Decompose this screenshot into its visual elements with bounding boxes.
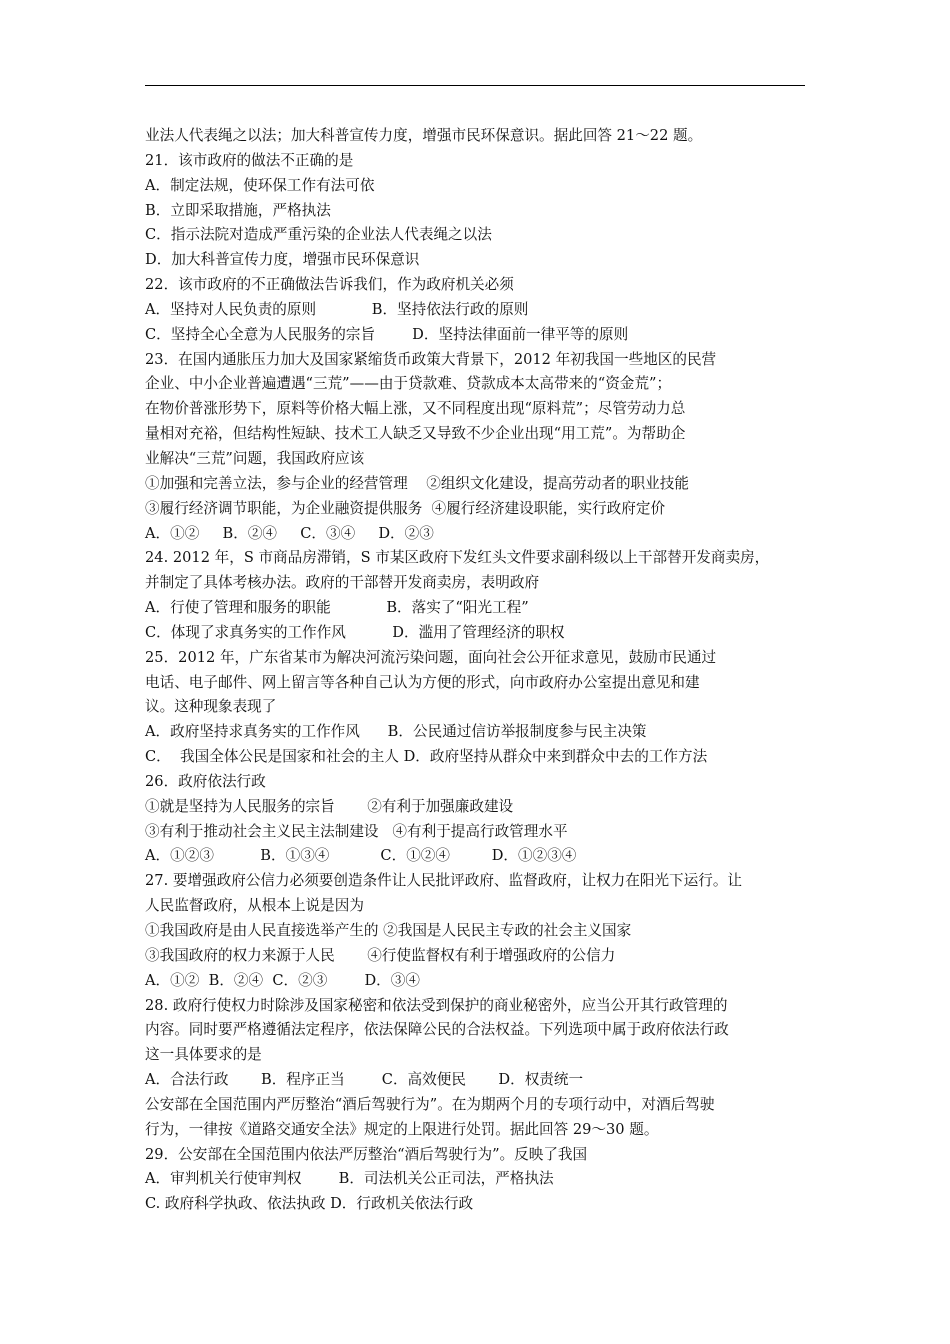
question-23-items-12: ①加强和完善立法，参与企业的经营管理 ②组织文化建设，提高劳动者的职业技能 [145,474,689,492]
question-21-option-b: B．立即采取措施，严格执法 [145,201,331,219]
question-26-items-12: ①就是坚持为人民服务的宗旨 ②有利于加强廉政建设 [145,797,514,815]
question-27-items-12: ①我国政府是由人民直接选举产生的 ②我国是人民民主专政的社会主义国家 [145,922,632,939]
document-body [145,124,815,1217]
question-23-stem-cont: 企业、中小企业普遍遭遇“三荒”——由于贷款难、贷款成本太高带来的“资金荒”； [145,375,672,393]
question-21-option-c: C．指示法院对造成严重污染的企业法人代表绳之以法 [145,226,492,244]
question-27-stem: 27. 要增强政府公信力必须要创造条件让人民批评政府、监督政府，让权力在阳光下运行。让 [145,872,743,890]
question-25-stem-cont: 电话、电子邮件、网上留言等各种自己认为方便的形式，向市政府办公室提出意见和建 [145,673,700,691]
question-28-options: A．合法行政 B．程序正当 C．高效便民 D．权责统一 [145,1071,584,1089]
question-26-stem: 26．政府依法行政 [145,772,266,790]
question-24-options-ab: A．行使了管理和服务的职能 B．落实了“阳光工程” [145,599,529,617]
question-22-options-ab: A．坚持对人民负责的原则 B．坚持依法行政的原则 [145,300,529,318]
question-27-stem-cont: 人民监督政府，从根本上说是因为 [145,897,364,915]
question-29-options-cd: C. 政府科学执政、依法执政 D．行政机关依法行政 [145,1195,474,1213]
question-28-stem-cont: 内容。同时要严格遵循法定程序，依法保障公民的合法权益。下列选项中属于政府依法行政 [145,1021,729,1039]
question-23-stem-cont: 在物价普涨形势下，原料等价格大幅上涨，又不同程度出现“原料荒”；尽管劳动力总 [145,400,686,418]
passage-29-30: 公安部在全国范围内严厉整治“酒后驾驶行为”。在为期两个月的专项行动中，对酒后驾驶 [145,1095,715,1113]
question-28-stem-cont: 这一具体要求的是 [145,1046,262,1064]
question-27-items-34: ③我国政府的权力来源于人民 ④行使监督权有利于增强政府的公信力 [145,946,616,964]
question-26-items-34: ③有利于推动社会主义民主法制建设 ④有利于提高行政管理水平 [145,822,568,840]
question-21-stem: 21．该市政府的做法不正确的是 [145,151,354,169]
question-29-stem: 29．公安部在全国范围内依法严厉整治“酒后驾驶行为”。反映了我国 [145,1145,588,1163]
question-24-stem: 24. 2012 年，S 市商品房滞销，S 市某区政府下发红头文件要求副科级以上干部替开发商卖房， [145,549,770,567]
question-23-stem: 23．在国内通胀压力加大及国家紧缩货币政策大背景下，2012 年初我国一些地区的民营 [145,350,717,368]
question-22-options-cd: C．坚持全心全意为人民服务的宗旨 D．坚持法律面前一律平等的原则 [145,325,629,343]
question-23-stem-cont: 量相对充裕，但结构性短缺、技术工人缺乏又导致不少企业出现“用工荒”。为帮助企 [145,425,686,443]
question-26-options: A．①②③ B．①③④ C．①②④ D．①②③④ [145,847,577,865]
question-27-options: A．①② B．②④ C．②③ D．③④ [145,971,420,989]
question-28-stem: 28. 政府行使权力时除涉及国家秘密和依法受到保护的商业秘密外，应当公开其行政管理的 [145,996,728,1014]
question-23-options: A．①② B．②④ C．③④ D．②③ [145,524,434,542]
question-23-items-34: ③履行经济调节职能，为企业融资提供服务 ④履行经济建设职能，实行政府定价 [145,499,666,517]
question-21-option-d: D．加大科普宣传力度，增强市民环保意识 [145,251,420,269]
question-25-stem: 25．2012 年，广东省某市为解决河流污染问题，面向社会公开征求意见，鼓励市民通过 [145,648,717,666]
question-23-stem-cont: 业解决“三荒”问题，我国政府应该 [145,449,365,467]
question-24-stem-cont: 并制定了具体考核办法。政府的干部替开发商卖房，表明政府 [145,574,540,592]
question-21-option-a: A．制定法规，使环保工作有法可依 [145,176,375,194]
question-25-options-ab: A．政府坚持求真务实的工作作风 B．公民通过信访举报制度参与民主决策 [145,723,647,741]
text-line: 业法人代表绳之以法；加大科普宣传力度，增强市民环保意识。据此回答 21～22 题。 [145,127,703,144]
question-25-stem-cont: 议。这种现象表现了 [145,698,277,716]
question-22-stem: 22．该市政府的不正确做法告诉我们，作为政府机关必须 [145,276,514,294]
passage-29-30-cont: 行为，一律按《道路交通安全法》规定的上限进行处罚。据此回答 29～30 题。 [145,1120,659,1138]
question-29-options-ab: A．审判机关行使审判权 B．司法机关公正司法，严格执法 [145,1170,554,1188]
question-24-options-cd: C．体现了求真务实的工作作风 D．滥用了管理经济的职权 [145,623,565,641]
header-rule [145,85,805,86]
question-25-options-cd: C． 我国全体公民是国家和社会的主人 D．政府坚持从群众中来到群众中去的工作方法 [145,748,708,766]
